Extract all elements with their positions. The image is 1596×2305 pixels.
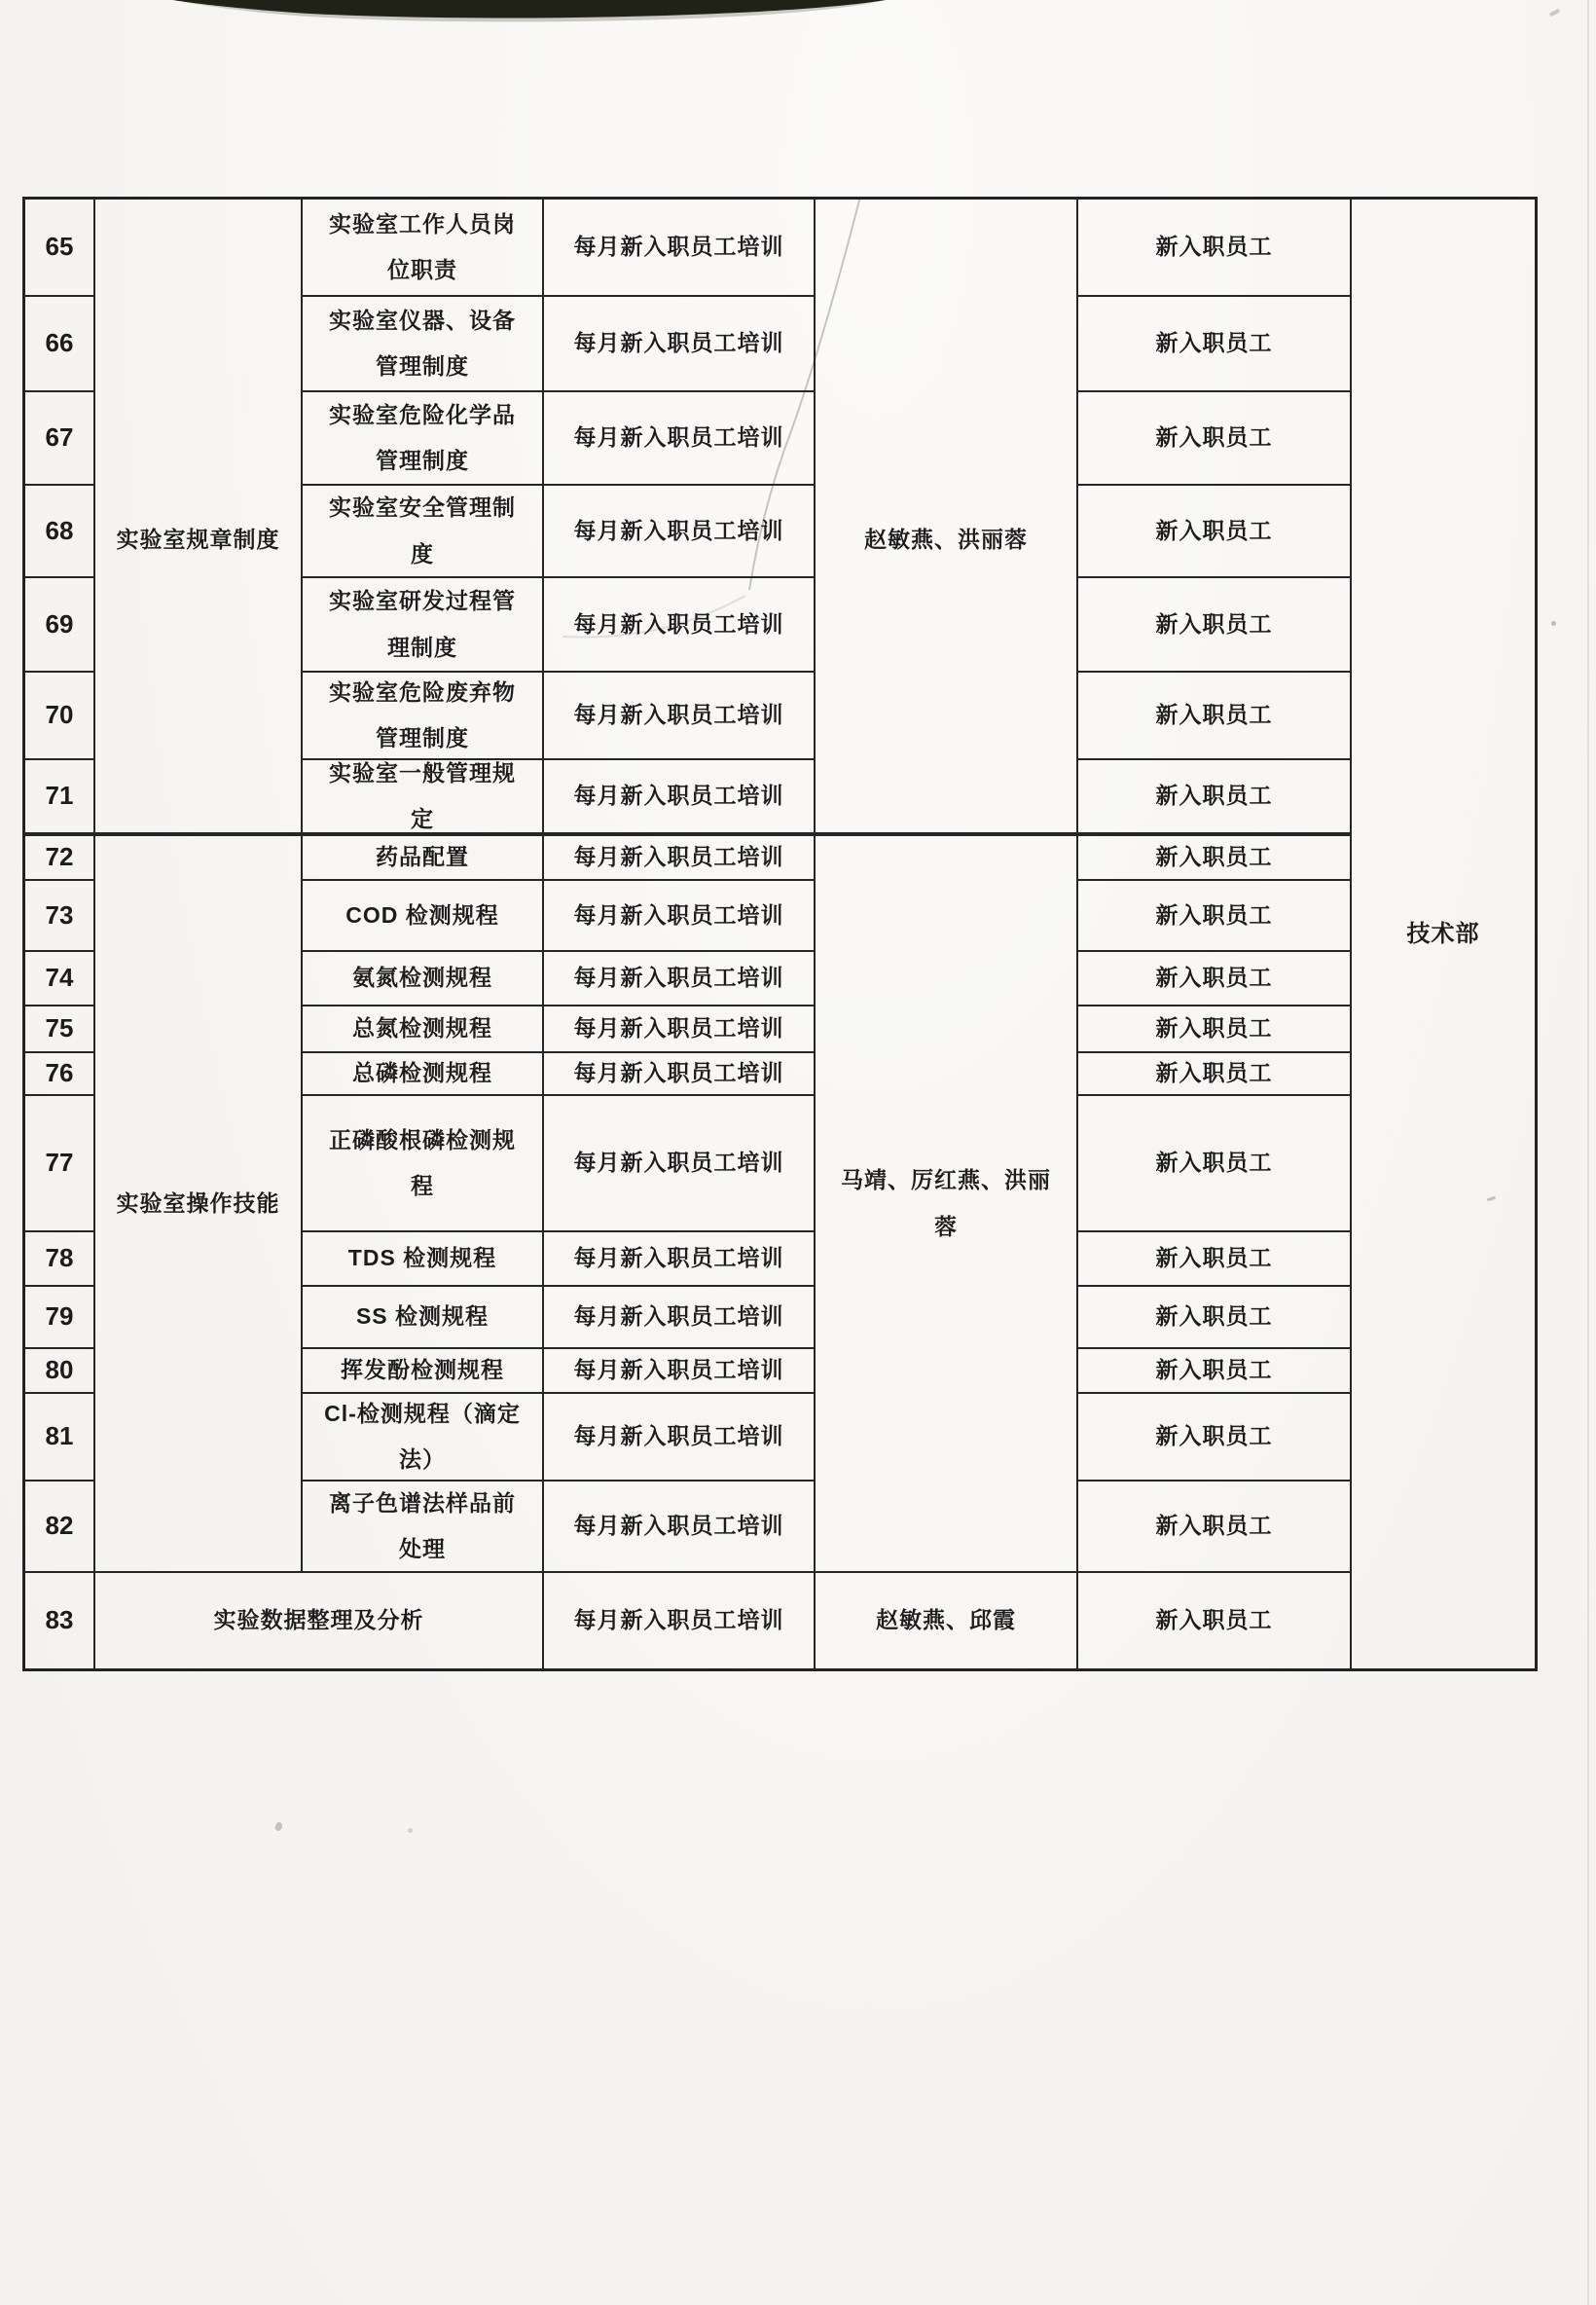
audience-cell: 新入职员工 bbox=[1078, 1287, 1352, 1349]
row-number-cell: 76 bbox=[25, 1053, 95, 1096]
training-content-cell: 总氮检测规程 bbox=[303, 1006, 544, 1053]
training-content-cell: 氨氮检测规程 bbox=[303, 952, 544, 1006]
training-content-cell: Cl-检测规程（滴定法） bbox=[303, 1394, 544, 1482]
training-content-cell: 实验室仪器、设备管理制度 bbox=[303, 297, 544, 392]
row-number-cell: 68 bbox=[25, 486, 95, 578]
frequency-cell: 每月新入职员工培训 bbox=[544, 1006, 816, 1053]
frequency-cell: 每月新入职员工培训 bbox=[544, 1287, 816, 1349]
frequency-cell: 每月新入职员工培训 bbox=[544, 297, 816, 392]
row-number-cell: 77 bbox=[25, 1096, 95, 1232]
frequency-cell: 每月新入职员工培训 bbox=[544, 1573, 816, 1668]
frequency-cell: 每月新入职员工培训 bbox=[544, 760, 816, 834]
row-number-cell: 75 bbox=[25, 1006, 95, 1053]
row-number-cell: 78 bbox=[25, 1232, 95, 1287]
training-content-cell: 挥发酚检测规程 bbox=[303, 1349, 544, 1394]
row-number-cell: 81 bbox=[25, 1394, 95, 1482]
frequency-cell: 每月新入职员工培训 bbox=[544, 1096, 816, 1232]
training-table bbox=[22, 197, 1538, 1671]
frequency-cell: 每月新入职员工培训 bbox=[544, 200, 816, 297]
row-number-cell: 71 bbox=[25, 760, 95, 834]
training-content-cell: 实验室研发过程管理制度 bbox=[303, 578, 544, 673]
row-number-cell: 72 bbox=[25, 834, 95, 881]
row-number-cell: 74 bbox=[25, 952, 95, 1006]
audience-cell: 新入职员工 bbox=[1078, 486, 1352, 578]
category-cell-regulations: 实验室规章制度 bbox=[95, 200, 303, 834]
trainers-cell-3: 赵敏燕、邱霞 bbox=[816, 1573, 1078, 1668]
training-content-cell: 正磷酸根磷检测规程 bbox=[303, 1096, 544, 1232]
frequency-cell: 每月新入职员工培训 bbox=[544, 1349, 816, 1394]
frequency-cell: 每月新入职员工培训 bbox=[544, 1232, 816, 1287]
training-content-cell: 实验室一般管理规定 bbox=[303, 760, 544, 834]
frequency-cell: 每月新入职员工培训 bbox=[544, 578, 816, 673]
trainers-cell-1: 赵敏燕、洪丽蓉 bbox=[816, 200, 1078, 834]
category-cell-skills: 实验室操作技能 bbox=[95, 834, 303, 1573]
row-number-cell: 70 bbox=[25, 673, 95, 760]
training-content-cell: 实验室危险废弃物管理制度 bbox=[303, 673, 544, 760]
training-content-cell: 实验数据整理及分析 bbox=[95, 1573, 544, 1668]
training-content-cell: 药品配置 bbox=[303, 834, 544, 881]
row-number-cell: 67 bbox=[25, 392, 95, 486]
audience-cell: 新入职员工 bbox=[1078, 1053, 1352, 1096]
audience-cell: 新入职员工 bbox=[1078, 392, 1352, 486]
scan-speck bbox=[273, 1821, 283, 1832]
audience-cell: 新入职员工 bbox=[1078, 1006, 1352, 1053]
scan-speck bbox=[1551, 621, 1556, 626]
audience-cell: 新入职员工 bbox=[1078, 760, 1352, 834]
audience-cell: 新入职员工 bbox=[1078, 1394, 1352, 1482]
training-content-cell: 实验室工作人员岗位职责 bbox=[303, 200, 544, 297]
department-cell: 技术部 bbox=[1406, 920, 1480, 947]
frequency-cell: 每月新入职员工培训 bbox=[544, 881, 816, 952]
audience-cell: 新入职员工 bbox=[1078, 1573, 1352, 1668]
row-number-cell: 66 bbox=[25, 297, 95, 392]
row-number-cell: 69 bbox=[25, 578, 95, 673]
frequency-cell: 每月新入职员工培训 bbox=[544, 486, 816, 578]
row-number-cell: 83 bbox=[25, 1573, 95, 1668]
training-content-cell: SS 检测规程 bbox=[303, 1287, 544, 1349]
row-number-cell: 79 bbox=[25, 1287, 95, 1349]
frequency-cell: 每月新入职员工培训 bbox=[544, 834, 816, 881]
scan-artifact-top-band bbox=[163, 0, 903, 25]
audience-cell: 新入职员工 bbox=[1078, 1232, 1352, 1287]
row-number-cell: 80 bbox=[25, 1349, 95, 1394]
audience-cell: 新入职员工 bbox=[1078, 1096, 1352, 1232]
audience-cell: 新入职员工 bbox=[1078, 881, 1352, 952]
frequency-cell: 每月新入职员工培训 bbox=[544, 1394, 816, 1482]
audience-cell: 新入职员工 bbox=[1078, 1482, 1352, 1573]
trainers-cell-2: 马靖、厉红燕、洪丽蓉 bbox=[816, 834, 1078, 1573]
frequency-cell: 每月新入职员工培训 bbox=[544, 673, 816, 760]
audience-cell: 新入职员工 bbox=[1078, 834, 1352, 881]
training-content-cell: 离子色谱法样品前处理 bbox=[303, 1482, 544, 1573]
row-number-cell: 65 bbox=[25, 200, 95, 297]
audience-cell: 新入职员工 bbox=[1078, 297, 1352, 392]
training-content-cell: 实验室危险化学品管理制度 bbox=[303, 392, 544, 486]
scan-speck bbox=[1549, 9, 1561, 18]
row-number-cell: 73 bbox=[25, 881, 95, 952]
frequency-cell: 每月新入职员工培训 bbox=[544, 952, 816, 1006]
training-table-grid bbox=[25, 200, 1535, 1668]
audience-cell: 新入职员工 bbox=[1078, 578, 1352, 673]
audience-cell: 新入职员工 bbox=[1078, 952, 1352, 1006]
training-content-cell: COD 检测规程 bbox=[303, 881, 544, 952]
frequency-cell: 每月新入职员工培训 bbox=[544, 1482, 816, 1573]
paper-edge-line bbox=[1587, 0, 1589, 2305]
training-content-cell: 总磷检测规程 bbox=[303, 1053, 544, 1096]
row-number-cell: 82 bbox=[25, 1482, 95, 1573]
audience-cell: 新入职员工 bbox=[1078, 200, 1352, 297]
frequency-cell: 每月新入职员工培训 bbox=[544, 1053, 816, 1096]
frequency-cell: 每月新入职员工培训 bbox=[544, 392, 816, 486]
scan-speck bbox=[408, 1828, 413, 1833]
audience-cell: 新入职员工 bbox=[1078, 1349, 1352, 1394]
audience-cell: 新入职员工 bbox=[1078, 673, 1352, 760]
training-content-cell: 实验室安全管理制度 bbox=[303, 486, 544, 578]
training-content-cell: TDS 检测规程 bbox=[303, 1232, 544, 1287]
